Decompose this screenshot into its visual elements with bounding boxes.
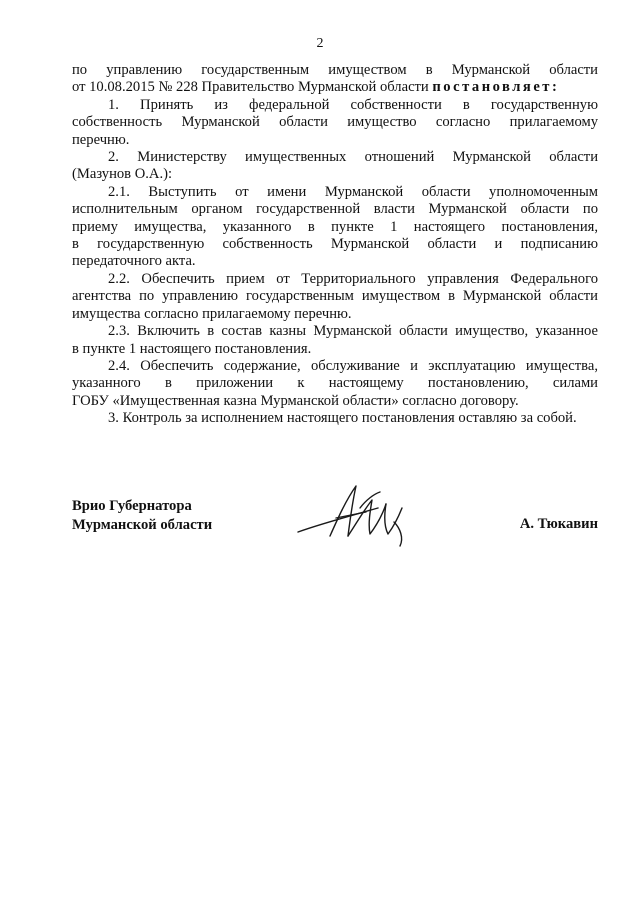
- position-line: Мурманской области: [72, 517, 213, 533]
- paragraph-3-line: 3. Контроль за исполнением настоящего постановления оставляю за собой.: [108, 410, 577, 427]
- position-line: Врио Губернатора: [72, 498, 192, 514]
- paragraph-2-1-line: передаточного акта.: [72, 253, 196, 270]
- paragraph-2-4-line: указанного в приложении к настоящему постановлению, силами: [72, 375, 598, 392]
- signatory-name: А. Тюкавин: [519, 516, 598, 532]
- paragraph-2-4-line: ГОБУ «Имущественная казна Мурманской области» согласно договору.: [72, 392, 519, 409]
- handwritten-signature: [290, 478, 420, 550]
- paragraph-2-1-line: в государственную собственность Мурманской области и подписанию: [72, 236, 598, 253]
- paragraph-1-line: перечню.: [72, 131, 130, 148]
- paragraph-2-2-line: имущества согласно прилагаемому перечню.: [72, 305, 352, 322]
- paragraph-2-3-line: в пункте 1 настоящего постановления.: [72, 340, 312, 357]
- paragraph-2-1-line: 2.1. Выступить от имени Мурманской области уполномоченным: [108, 183, 598, 200]
- document-body: [72, 62, 598, 428]
- text-segment: от 10.08.2015 № 228 Правительство Мурманской области: [72, 79, 429, 96]
- paragraph-2-1-line: исполнительным органом государственной власти Мурманской области по: [72, 201, 598, 218]
- paragraph-2-3-line: 2.3. Включить в состав казны Мурманской области имущество, указанное: [108, 323, 598, 340]
- resolution-verb: постановляет:: [432, 79, 560, 96]
- paragraph-2-line: (Мазунов О.А.):: [72, 166, 173, 183]
- paragraph-2-1-line: приему имущества, указанного в пункте 1 настоящего постановления,: [72, 218, 598, 235]
- page-number: 2: [316, 36, 324, 51]
- paragraph-2-line: 2. Министерству имущественных отношений Мурманской области: [108, 149, 598, 166]
- paragraph-1-line: собственность Мурманской области имущество согласно прилагаемому: [72, 114, 598, 131]
- paragraph-1-line: 1. Принять из федеральной собственности в государственную: [108, 96, 598, 113]
- paragraph-2-4-line: 2.4. Обеспечить содержание, обслуживание и эксплуатацию имущества,: [108, 357, 598, 374]
- text-line: по управлению государственным имуществом в Мурманской области: [72, 62, 598, 78]
- paragraph-2-2-line: агентства по управлению государственным имуществом в Мурманской области: [72, 288, 598, 305]
- text-line: [72, 79, 598, 96]
- signatory-position: [72, 497, 212, 535]
- paragraph-2-2-line: 2.2. Обеспечить прием от Территориального управления Федерального: [108, 270, 598, 287]
